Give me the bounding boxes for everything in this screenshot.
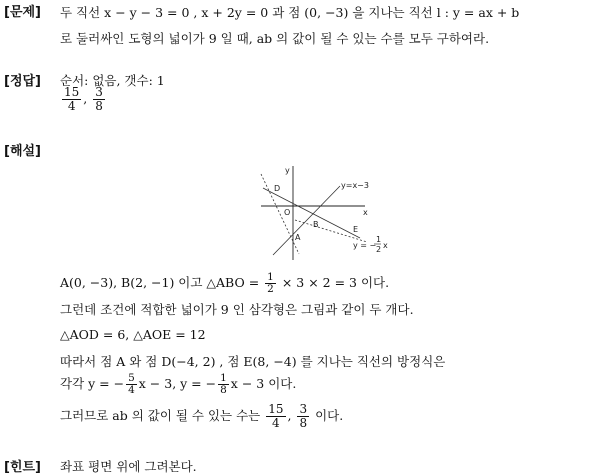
solution-fraction-15-4: $\frac{15}{4}$ — [268, 402, 284, 430]
problem-line-2: 로 둘러싸인 도형의 넓이가 9 일 때, ab 의 값이 될 수 있는 수를 모두 구하여라. — [60, 31, 490, 46]
graph-label-line2-num: 1 — [376, 235, 382, 244]
solution-fraction-1-8: $\frac{1}{8}$ — [220, 372, 227, 396]
answer-meta: 순서: 없음, 갯수: 1 — [60, 73, 165, 88]
graph-label-line1: y=x−3 — [341, 181, 369, 190]
graph-label-line2-den: 2 — [376, 245, 382, 254]
graph-label-line2-left: y = − — [353, 241, 377, 250]
graph-label-b: B — [313, 220, 319, 229]
hint-text: 좌표 평면 위에 그려본다. — [60, 459, 197, 474]
solution-fraction-3-8: $\frac{3}{8}$ — [299, 402, 308, 430]
answer-values: $\frac{15}{4}$ , $\frac{3}{8}$ — [64, 85, 103, 113]
answer-fraction-1: $\frac{15}{4}$ — [64, 85, 80, 113]
answer-tag: [정답] — [4, 74, 41, 89]
line-y-minus-half-x — [263, 188, 360, 238]
graph-label-x: x — [363, 208, 368, 217]
graph-label-o: O — [284, 208, 291, 217]
solution-fraction-5-4: $\frac{5}{4}$ — [128, 372, 135, 396]
problem-tag: [문제] — [4, 5, 41, 20]
problem-line-1: 두 직선 x − y − 3 = 0 , x + 2y = 0 과 점 (0, −3) 을 지나는 직선 l : y = ax + b — [60, 5, 520, 20]
solution-fraction-half: $\frac{1}{2}$ — [267, 271, 274, 295]
graph-label-d: D — [274, 184, 281, 193]
solution-tag: [해설] — [4, 144, 41, 159]
answer-fraction-2: $\frac{3}{8}$ — [95, 85, 103, 113]
graph-label-line2-right: x — [383, 241, 388, 250]
solution-line-4: 따라서 점 A 와 점 D(−4, 2) , 점 E(8, −4) 를 지나는 직선의 방정식은 — [60, 354, 446, 369]
graph-label-a: A — [295, 233, 301, 242]
solution-line-2: 그런데 조건에 적합한 넓이가 9 인 삼각형은 그림과 같이 두 개다. — [60, 302, 414, 317]
solution-line-6: 그러므로 ab 의 값이 될 수 있는 수는 $\frac{15}{4}$ , $\frac{3}{8}$ 이다. — [60, 402, 344, 430]
graph-label-y: y — [285, 166, 290, 175]
solution-line-5: 각각 y = − $\frac{5}{4}$ x − 3, y = − $\frac{1}{8}$ x − 3 이다. — [60, 372, 297, 396]
solution-line-1: A(0, −3), B(2, −1) 이고 △ABO = $\frac{1}{2}$ × 3 × 2 = 3 이다. — [60, 271, 390, 295]
line-y-x-minus-3 — [273, 186, 340, 255]
hint-tag: [힌트] — [4, 460, 41, 475]
solution-line-3: △AOD = 6, △AOE = 12 — [60, 327, 206, 342]
graph-label-e: E — [353, 225, 359, 234]
coordinate-graph — [255, 160, 390, 265]
